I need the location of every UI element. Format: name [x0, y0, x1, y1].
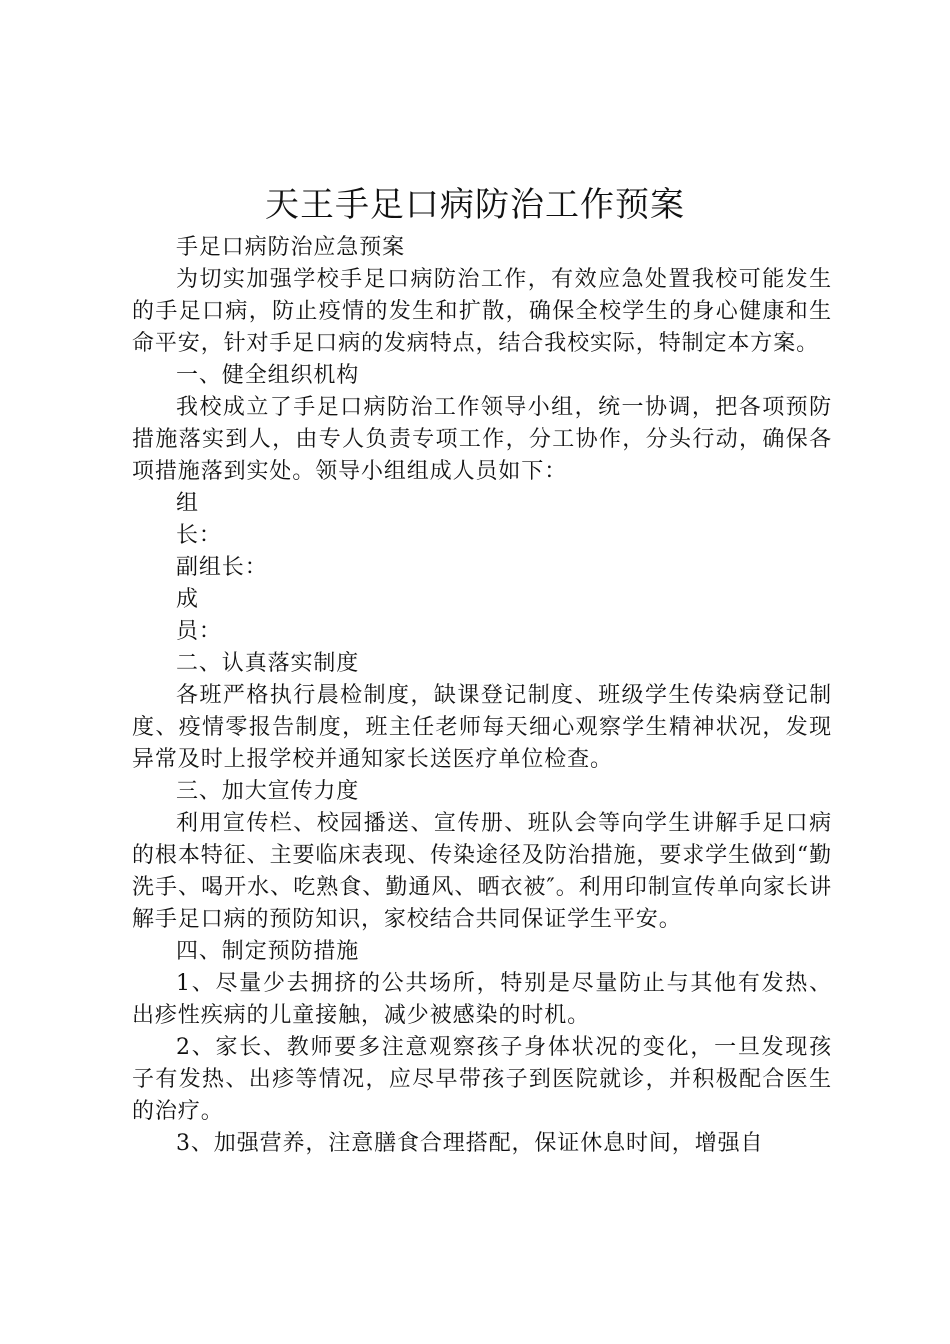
- measure-item-2: 2、家长、教师要多注意观察孩子身体状况的变化，一旦发现孩子有发热、出疹等情况，应尽早带孩子到医院就诊，并积极配合医生的治疗。: [132, 1035, 832, 1124]
- subtitle-paragraph: 手足口病防治应急预案: [176, 235, 406, 260]
- publicity-paragraph: 利用宣传栏、校园播送、宣传册、班队会等向学生讲解手足口病的根本特征、主要临床表现、传染途径及防治措施，要求学生做到“勤洗手、喝开水、吃熟食、勤通风、晒衣被″。利用印制宣传单向家长讲解手足口病的预防知识，家校结合共同保证学生平安。: [132, 811, 832, 932]
- organization-paragraph: 我校成立了手足口病防治工作领导小组，统一协调，把各项预防措施落实到人，由专人负责专项工作，分工协作，分头行动，确保各项措施落到实处。领导小组组成人员如下：: [132, 395, 832, 484]
- section-heading-3: 三、加大宣传力度: [176, 779, 360, 804]
- section-heading-4: 四、制定预防措施: [176, 939, 360, 964]
- deputy-leader-label: 副组长：: [176, 555, 268, 580]
- measure-item-1: 1、尽量少去拥挤的公共场所，特别是尽量防止与其他有发热、出疹性疾病的儿童接触，减少被感染的时机。: [132, 971, 832, 1028]
- section-heading-1: 一、健全组织机构: [176, 363, 360, 388]
- members-label: 成员：: [176, 587, 222, 644]
- section-heading-2: 二、认真落实制度: [176, 651, 360, 676]
- intro-paragraph: 为切实加强学校手足口病防治工作，有效应急处置我校可能发生的手足口病，防止疫情的发生和扩散，确保全校学生的身心健康和生命平安，针对手足口病的发病特点，结合我校实际，特制定本方案。: [132, 267, 832, 356]
- measure-item-3: 3、加强营养，注意膳食合理搭配，保证休息时间，增强自: [176, 1131, 764, 1156]
- system-paragraph: 各班严格执行晨检制度，缺课登记制度、班级学生传染病登记制度、疫情零报告制度，班主任老师每天细心观察学生精神状况，发现异常及时上报学校并通知家长送医疗单位检查。: [132, 683, 832, 772]
- document-title: 天王手足口病防治工作预案: [265, 185, 685, 225]
- leader-label: 组长：: [176, 491, 222, 548]
- document-body: [132, 232, 832, 1160]
